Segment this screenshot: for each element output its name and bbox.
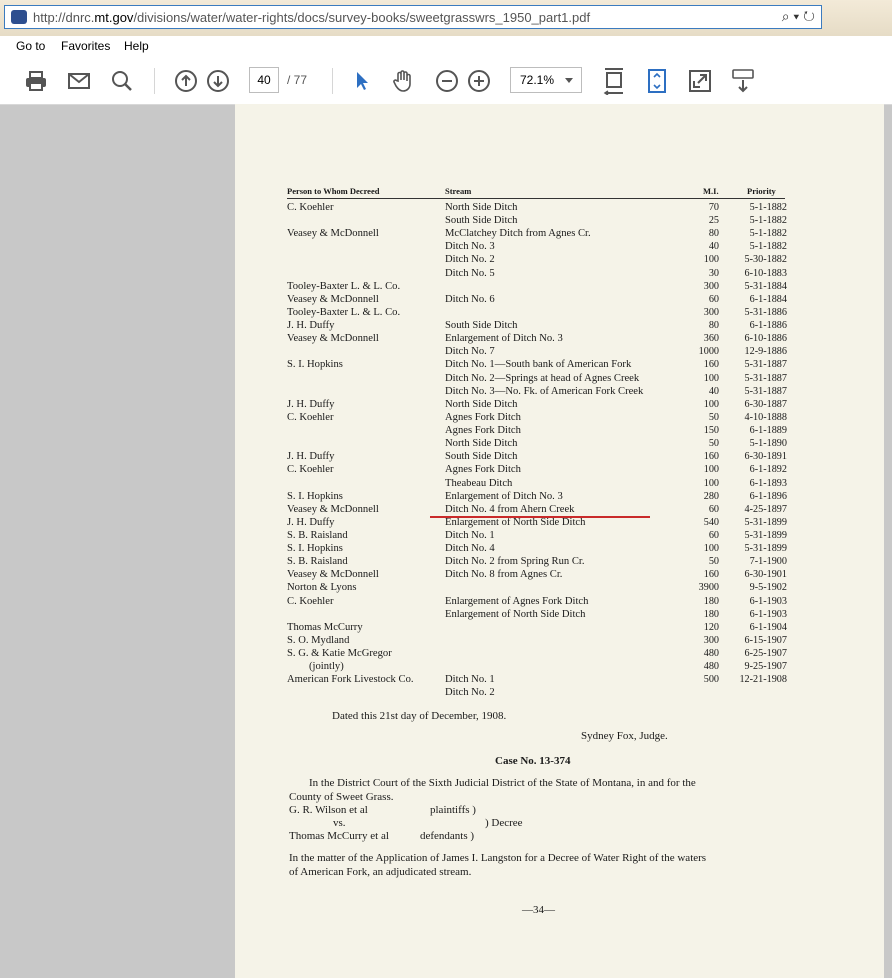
- zoom-out-icon[interactable]: [433, 67, 461, 95]
- priority-cell: 6-15-1907: [744, 635, 787, 646]
- mi-cell: 500: [703, 674, 719, 685]
- mi-cell: 70: [708, 202, 719, 213]
- mi-cell: 480: [703, 648, 719, 659]
- zoom-in-icon[interactable]: [465, 67, 493, 95]
- stream-cell: McClatchey Ditch from Agnes Cr.: [445, 228, 591, 239]
- mi-cell: 100: [703, 464, 719, 475]
- mi-cell: 50: [708, 438, 719, 449]
- email-icon[interactable]: [65, 67, 93, 95]
- person-cell: (jointly): [309, 661, 344, 672]
- priority-cell: 5-31-1899: [744, 543, 787, 554]
- stream-cell: Ditch No. 2: [445, 254, 495, 265]
- mi-cell: 40: [708, 386, 719, 397]
- address-bar[interactable]: [4, 5, 822, 29]
- stream-cell: Ditch No. 5: [445, 268, 495, 279]
- person-cell: J. H. Duffy: [287, 517, 335, 528]
- mi-cell: 180: [703, 596, 719, 607]
- mi-cell: 100: [703, 478, 719, 489]
- priority-cell: 6-1-1884: [749, 294, 787, 305]
- person-cell: C. Koehler: [287, 596, 334, 607]
- person-cell: J. H. Duffy: [287, 399, 335, 410]
- person-cell: American Fork Livestock Co.: [287, 674, 414, 685]
- url-text[interactable]: [33, 10, 590, 25]
- priority-cell: 5-31-1899: [744, 530, 787, 541]
- priority-cell: 5-1-1882: [749, 228, 787, 239]
- page-number: —34—: [522, 904, 555, 916]
- header-stream: Stream: [445, 186, 472, 196]
- mi-cell: 160: [703, 569, 719, 580]
- stream-cell: Ditch No. 1—South bank of American Fork: [445, 359, 632, 370]
- priority-cell: 6-1-1893: [749, 478, 787, 489]
- decree-label: ) Decree: [485, 817, 523, 829]
- mi-cell: 120: [703, 622, 719, 633]
- mi-cell: 25: [708, 215, 719, 226]
- keyboard-download-icon[interactable]: [729, 67, 757, 95]
- judge-signature: Sydney Fox, Judge.: [581, 730, 668, 742]
- priority-cell: 6-1-1892: [749, 464, 787, 475]
- stream-cell: Ditch No. 3: [445, 241, 495, 252]
- hand-tool-icon[interactable]: [389, 67, 417, 95]
- mi-cell: 100: [703, 373, 719, 384]
- zoom-select[interactable]: [510, 67, 582, 93]
- stream-cell: Ditch No. 7: [445, 346, 495, 357]
- priority-cell: 5-31-1887: [744, 359, 787, 370]
- mi-cell: 540: [703, 517, 719, 528]
- stream-cell: South Side Ditch: [445, 451, 518, 462]
- header-priority: Priority: [747, 186, 776, 196]
- mi-cell: 30: [708, 268, 719, 279]
- stream-cell: Ditch No. 6: [445, 294, 495, 305]
- priority-cell: 5-31-1887: [744, 373, 787, 384]
- address-tools[interactable]: ⌕ ▾ ↻: [781, 8, 815, 24]
- matter-line-1: In the matter of the Application of James I. Langston for a Decree of Water Right of the waters: [289, 852, 707, 864]
- select-tool-icon[interactable]: [348, 67, 376, 95]
- person-cell: S. G. & Katie McGregor: [287, 648, 392, 659]
- stream-cell: North Side Ditch: [445, 202, 518, 213]
- stream-cell: Enlargement of Agnes Fork Ditch: [445, 596, 589, 607]
- person-cell: S. I. Hopkins: [287, 543, 343, 554]
- mi-cell: 480: [703, 661, 719, 672]
- defendant-name: Thomas McCurry et al: [289, 830, 389, 842]
- priority-cell: 5-1-1882: [749, 202, 787, 213]
- person-cell: C. Koehler: [287, 412, 334, 423]
- priority-cell: 5-1-1882: [749, 241, 787, 252]
- priority-cell: 5-31-1887: [744, 386, 787, 397]
- priority-cell: 6-30-1891: [744, 451, 787, 462]
- person-cell: J. H. Duffy: [287, 451, 335, 462]
- person-cell: C. Koehler: [287, 464, 334, 475]
- mi-cell: 80: [708, 320, 719, 331]
- stream-cell: Ditch No. 2 from Spring Run Cr.: [445, 556, 585, 567]
- priority-cell: 9-5-1902: [749, 582, 787, 593]
- toolbar-divider: [332, 68, 333, 94]
- mi-cell: 50: [708, 556, 719, 567]
- mi-cell: 300: [703, 307, 719, 318]
- person-cell: Thomas McCurry: [287, 622, 363, 633]
- priority-cell: 4-25-1897: [744, 504, 787, 515]
- mi-cell: 160: [703, 359, 719, 370]
- zoom-value: 72.1%: [520, 73, 555, 87]
- mi-cell: 300: [703, 281, 719, 292]
- priority-cell: 6-1-1903: [749, 596, 787, 607]
- page-total: / 77: [287, 73, 308, 87]
- person-cell: Tooley-Baxter L. & L. Co.: [287, 281, 401, 292]
- mi-cell: 1000: [698, 346, 719, 357]
- person-cell: Veasey & McDonnell: [287, 504, 379, 515]
- court-line-2: County of Sweet Grass.: [289, 791, 394, 803]
- priority-cell: 6-10-1883: [744, 268, 787, 279]
- menu-help[interactable]: Help: [124, 39, 149, 53]
- stream-cell: South Side Ditch: [445, 320, 518, 331]
- priority-cell: 6-1-1904: [749, 622, 787, 633]
- person-cell: Norton & Lyons: [287, 582, 357, 593]
- stream-cell: South Side Ditch: [445, 215, 518, 226]
- menu-favorites[interactable]: Favorites: [61, 39, 111, 53]
- plaintiff-label: plaintiffs ): [430, 804, 476, 816]
- pdf-page: [235, 104, 884, 978]
- court-line-1: In the District Court of the Sixth Judicial District of the State of Montana, in and for the: [309, 777, 696, 789]
- person-cell: Tooley-Baxter L. & L. Co.: [287, 307, 401, 318]
- mi-cell: 60: [708, 530, 719, 541]
- priority-cell: 5-31-1884: [744, 281, 787, 292]
- chevron-down-icon: [565, 78, 573, 83]
- versus: vs.: [333, 817, 346, 829]
- search-icon[interactable]: [108, 67, 136, 95]
- stream-cell: Ditch No. 4: [445, 543, 495, 554]
- mi-cell: 60: [708, 294, 719, 305]
- defendant-label: defendants ): [420, 830, 475, 842]
- priority-cell: 5-1-1882: [749, 215, 787, 226]
- priority-cell: 6-1-1889: [749, 425, 787, 436]
- mi-cell: 360: [703, 333, 719, 344]
- person-cell: Veasey & McDonnell: [287, 228, 379, 239]
- toolbar-divider: [154, 68, 155, 94]
- site-favicon-icon: [11, 10, 27, 24]
- mi-cell: 280: [703, 491, 719, 502]
- menu-goto[interactable]: Go to: [16, 39, 46, 53]
- next-page-icon[interactable]: [204, 67, 232, 95]
- stream-cell: Enlargement of North Side Ditch: [445, 517, 586, 528]
- stream-cell: North Side Ditch: [445, 438, 518, 449]
- mi-cell: 40: [708, 241, 719, 252]
- stream-cell: Theabeau Ditch: [445, 478, 513, 489]
- mi-cell: 50: [708, 412, 719, 423]
- mi-cell: 300: [703, 635, 719, 646]
- stream-cell: Enlargement of North Side Ditch: [445, 609, 586, 620]
- menu-bar: [0, 36, 892, 59]
- previous-page-icon[interactable]: [172, 67, 200, 95]
- mi-cell: 150: [703, 425, 719, 436]
- priority-cell: 7-1-1900: [749, 556, 787, 567]
- stream-cell: Ditch No. 2: [445, 687, 495, 698]
- fullscreen-icon[interactable]: [686, 67, 714, 95]
- stream-cell: Agnes Fork Ditch: [445, 464, 521, 475]
- fit-page-icon[interactable]: [643, 67, 671, 95]
- header-mi: M.I.: [703, 186, 719, 196]
- stream-cell: Agnes Fork Ditch: [445, 412, 521, 423]
- mi-cell: 100: [703, 254, 719, 265]
- url-path: /divisions/water/water-rights/docs/survey-books/sweetgrasswrs_1950_part1.pdf: [133, 10, 591, 25]
- mi-cell: 160: [703, 451, 719, 462]
- priority-cell: 12-9-1886: [744, 346, 787, 357]
- priority-cell: 5-31-1899: [744, 517, 787, 528]
- priority-cell: 4-10-1888: [744, 412, 787, 423]
- dated-line: Dated this 21st day of December, 1908.: [332, 710, 507, 722]
- person-cell: S. B. Raisland: [287, 556, 348, 567]
- mi-cell: 100: [703, 543, 719, 554]
- priority-cell: 5-30-1882: [744, 254, 787, 265]
- stream-cell: Ditch No. 1: [445, 530, 495, 541]
- person-cell: S. O. Mydland: [287, 635, 350, 646]
- person-cell: S. B. Raisland: [287, 530, 348, 541]
- mi-cell: 3900: [698, 582, 719, 593]
- priority-cell: 6-1-1903: [749, 609, 787, 620]
- priority-cell: 6-30-1901: [744, 569, 787, 580]
- print-icon[interactable]: [22, 67, 50, 95]
- priority-cell: 6-1-1886: [749, 320, 787, 331]
- pdf-toolbar: [0, 58, 892, 105]
- header-rule: [287, 198, 785, 199]
- person-cell: J. H. Duffy: [287, 320, 335, 331]
- priority-cell: 12-21-1908: [739, 674, 787, 685]
- priority-cell: 9-25-1907: [744, 661, 787, 672]
- header-person: Person to Whom Decreed: [287, 186, 380, 196]
- person-cell: Veasey & McDonnell: [287, 333, 379, 344]
- url-prefix: http://dnrc.: [33, 10, 95, 25]
- stream-cell: Agnes Fork Ditch: [445, 425, 521, 436]
- address-bar-area: [0, 0, 892, 36]
- mi-cell: 180: [703, 609, 719, 620]
- mi-cell: 80: [708, 228, 719, 239]
- person-cell: S. I. Hopkins: [287, 359, 343, 370]
- priority-cell: 5-31-1886: [744, 307, 787, 318]
- case-title: Case No. 13-374: [495, 755, 571, 767]
- plaintiff-name: G. R. Wilson et al: [289, 804, 368, 816]
- person-cell: Veasey & McDonnell: [287, 569, 379, 580]
- person-cell: Veasey & McDonnell: [287, 294, 379, 305]
- url-domain: mt.gov: [94, 10, 134, 25]
- fit-width-icon[interactable]: [600, 67, 628, 95]
- priority-cell: 6-30-1887: [744, 399, 787, 410]
- stream-cell: Enlargement of Ditch No. 3: [445, 491, 563, 502]
- stream-cell: Enlargement of Ditch No. 3: [445, 333, 563, 344]
- stream-cell: Ditch No. 2—Springs at head of Agnes Creek: [445, 373, 640, 384]
- stream-cell: Ditch No. 1: [445, 674, 495, 685]
- mi-cell: 60: [708, 504, 719, 515]
- person-cell: S. I. Hopkins: [287, 491, 343, 502]
- stream-cell: Ditch No. 8 from Agnes Cr.: [445, 569, 563, 580]
- toolbar-partial-icon[interactable]: [0, 67, 14, 95]
- priority-cell: 6-1-1896: [749, 491, 787, 502]
- stream-cell: North Side Ditch: [445, 399, 518, 410]
- mi-cell: 100: [703, 399, 719, 410]
- priority-cell: 5-1-1890: [749, 438, 787, 449]
- person-cell: C. Koehler: [287, 202, 334, 213]
- priority-cell: 6-10-1886: [744, 333, 787, 344]
- stream-cell: Ditch No. 3—No. Fk. of American Fork Creek: [445, 386, 644, 397]
- stream-cell: Ditch No. 4 from Ahern Creek: [445, 504, 575, 515]
- priority-cell: 6-25-1907: [744, 648, 787, 659]
- matter-line-2: of American Fork, an adjudicated stream.: [289, 866, 472, 878]
- page-number-input[interactable]: 40: [249, 67, 279, 93]
- red-underline-annotation: [430, 516, 650, 518]
